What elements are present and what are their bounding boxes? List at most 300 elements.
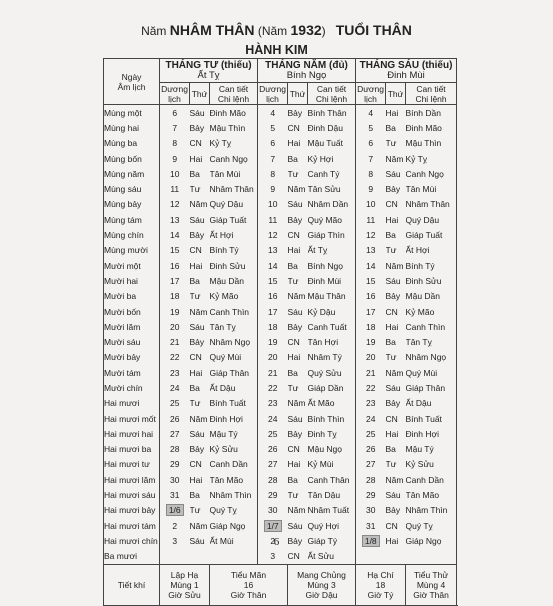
lunar-day-label: Mười ba [104, 289, 160, 304]
solar-date: 19 [366, 337, 376, 348]
solar-date: 14 [366, 260, 376, 271]
solar-date: 23 [366, 398, 376, 409]
canchi-day: Bính Dần [406, 105, 457, 121]
weekday: CN [288, 549, 308, 565]
solar-date: 18 [366, 321, 376, 332]
table-row [104, 442, 457, 457]
table-row [104, 549, 457, 565]
lunar-day-label: Mười bảy [104, 350, 160, 365]
table-row [104, 289, 457, 304]
solar-date: 21 [366, 367, 376, 378]
canchi-day: Nhâm Thân [210, 181, 258, 196]
canchi-day: Kỷ Sửu [406, 457, 457, 472]
weekday: Tư [385, 245, 397, 256]
lunar-day-label: Hai mươi lăm [104, 472, 160, 487]
canchi-day: Tân Tỵ [406, 334, 457, 349]
canchi-day: Canh Ngọ [406, 166, 457, 181]
weekday: Hai [385, 535, 399, 546]
canchi-day: Canh Thân [308, 472, 356, 487]
solar-date: 25 [170, 398, 180, 409]
table-row [104, 365, 457, 380]
solar-date [258, 518, 288, 533]
solar-date: 19 [268, 337, 278, 348]
solar-date: 20 [366, 352, 376, 363]
solar-date: 29 [268, 490, 278, 501]
canchi-day: Nhâm Dần [308, 197, 356, 212]
weekday: Năm [189, 199, 208, 210]
weekday: CN [287, 122, 300, 133]
canchi-day: Kỷ Sửu [210, 442, 258, 457]
weekday: Năm [189, 306, 208, 317]
lunar-day-label: Hai mươi ba [104, 442, 160, 457]
canchi-day: Nhâm Thìn [406, 503, 457, 518]
title-close-paren: ) [321, 24, 326, 38]
month-canchi: Bính Ngọ [286, 69, 327, 81]
table-row [104, 197, 457, 212]
weekday: Sáu [189, 107, 205, 118]
weekday: Tư [287, 490, 299, 501]
canchi-day: Tân Mùi [210, 166, 258, 181]
lunar-day-label: Mười sáu [104, 334, 160, 349]
solar-date: 10 [268, 199, 278, 210]
month-start-highlight: 1/7 [266, 520, 279, 531]
zodiac-label: TUỔI THÂN [335, 22, 412, 38]
solar-date: 12 [170, 199, 180, 210]
solar-date: 4 [368, 107, 374, 118]
weekday: Sáu [189, 214, 205, 225]
canchi-day: Canh Tuất [308, 319, 356, 334]
table-row [104, 319, 457, 334]
solar-date: 11 [268, 214, 278, 225]
solar-term-cell: Hạ Chí 18 Giờ Tý [356, 564, 406, 605]
canchi-day: Ất Mão [308, 396, 356, 411]
weekday: Năm [189, 413, 208, 424]
weekday: Hai [385, 428, 399, 439]
canchi-day: Giáp Thân [210, 365, 258, 380]
canchi-day: Kỷ Tỵ [406, 151, 457, 166]
month-name: THÁNG NĂM (đủ) [265, 59, 348, 71]
solar-date: 25 [366, 428, 376, 439]
canchi-day: Giáp Thân [406, 380, 457, 395]
solar-date: 4 [270, 107, 276, 118]
canchi-day: Bính Thân [308, 105, 356, 121]
solar-date: 22 [268, 382, 278, 393]
canchi-day: Bính Tý [210, 243, 258, 258]
solar-date: 16 [366, 291, 376, 302]
element-subtitle: HÀNH KIM [245, 43, 308, 57]
weekday: CN [385, 413, 398, 424]
solar-date: 2 [172, 520, 178, 531]
weekday: Ba [287, 367, 298, 378]
weekday: CN [287, 230, 300, 241]
solar-date: 7 [270, 153, 276, 164]
weekday: Sáu [287, 306, 303, 317]
canchi-day: Đinh Dậu [308, 120, 356, 135]
lunar-day-label: Mười hai [104, 273, 160, 288]
table-row [104, 472, 457, 487]
weekday: Sáu [385, 168, 401, 179]
canchi-day: Mậu Dần [210, 273, 258, 288]
title-prefix: Năm [141, 24, 170, 38]
solar-date: 5 [270, 122, 276, 133]
weekday: Tư [385, 459, 397, 470]
solar-date: 26 [366, 444, 376, 455]
canchi-day: Tân Hợi [308, 334, 356, 349]
weekday: CN [287, 337, 300, 348]
solar-date: 8 [368, 168, 374, 179]
weekday: Tư [287, 168, 299, 179]
solar-date: 14 [268, 260, 278, 271]
weekday [190, 549, 210, 565]
solar-date: 23 [268, 398, 278, 409]
solar-date [160, 503, 190, 518]
weekday: Ba [189, 168, 200, 179]
solar-date: 24 [170, 382, 180, 393]
canchi-day: Bính Thìn [308, 411, 356, 426]
weekday: Năm [385, 153, 404, 164]
weekday: CN [385, 306, 398, 317]
solar-date: 3 [258, 549, 288, 565]
weekday: Bảy [385, 505, 401, 516]
weekday: Tư [385, 138, 397, 149]
canchi-day: Mậu Tý [406, 442, 457, 457]
lunar-day-label: Mùng ba [104, 136, 160, 151]
weekday: Bảy [189, 337, 205, 348]
weekday: Bảy [189, 230, 205, 241]
canchi-day: Ất Dậu [210, 380, 258, 395]
weekday: CN [385, 520, 398, 531]
table-row [104, 136, 457, 151]
solar-date: 19 [170, 306, 180, 317]
weekday-header: Thứ [190, 83, 210, 105]
month-header [160, 59, 258, 83]
canchi-day: Tân Sửu [308, 181, 356, 196]
canchi-day: Giáp Ngọ [210, 518, 258, 533]
canchi-day: Quý Dậu [406, 212, 457, 227]
weekday: Sáu [287, 199, 303, 210]
solar-date: 10 [170, 168, 180, 179]
canchi-day: Kỷ Dậu [308, 304, 356, 319]
lunar-calendar-table [103, 58, 457, 606]
solar-date: 12 [268, 230, 278, 241]
solar-date: 20 [268, 352, 278, 363]
weekday: Năm [189, 520, 208, 531]
solar-date: 29 [170, 459, 180, 470]
table-row [104, 304, 457, 319]
weekday: Năm [385, 367, 404, 378]
weekday: Sáu [287, 413, 303, 424]
weekday: Hai [189, 153, 203, 164]
month-start-highlight: 1/6 [168, 505, 181, 516]
table-row [104, 457, 457, 472]
month-name: THÁNG TƯ (thiếu) [165, 59, 252, 71]
solar-date [160, 549, 190, 565]
canchi-day: Tân Tỵ [210, 319, 258, 334]
solar-date: 9 [172, 153, 178, 164]
solar-date: 20 [170, 321, 180, 332]
canchi-day: Bính Tuất [210, 396, 258, 411]
solar-date: 22 [170, 352, 180, 363]
canchi-day: Giáp Dần [308, 380, 356, 395]
canchi-day: Canh Dần [210, 457, 258, 472]
canchi-day: Mậu Tuất [308, 136, 356, 151]
canchi-day: Mậu Thìn [406, 136, 457, 151]
solar-date: 30 [170, 474, 180, 485]
canchi-day: Kỷ Mão [406, 304, 457, 319]
table-row [104, 166, 457, 181]
table-row [104, 151, 457, 166]
solar-date: 15 [268, 275, 278, 286]
weekday: CN [385, 199, 398, 210]
weekday: Tư [385, 352, 397, 363]
solar-date: 28 [268, 474, 278, 485]
lunar-day-label: Mùng bốn [104, 151, 160, 166]
solar-date: 7 [172, 122, 178, 133]
weekday: Ba [385, 337, 396, 348]
solar-date: 18 [170, 291, 180, 302]
canchi-day: Canh Thìn [210, 304, 258, 319]
solar-date: 30 [366, 505, 376, 516]
weekday: Tư [189, 291, 201, 302]
canchi-day: Quý Mùi [210, 350, 258, 365]
weekday: Bảy [385, 291, 401, 302]
weekday: Ba [385, 122, 396, 133]
solar-term-cell: Mang Chủng Mùng 3 Giờ Dậu [288, 564, 356, 605]
table-row [104, 273, 457, 288]
lunar-day-label: Hai mươi mốt [104, 411, 160, 426]
solar-date-header: Dương lịch [357, 83, 384, 104]
canchi-day: Giáp Tuất [406, 227, 457, 242]
solar-date: 16 [170, 260, 180, 271]
canchi-day: Bính Tý [406, 258, 457, 273]
lunar-day-label: Mười tám [104, 365, 160, 380]
canchi-day: Đinh Mão [406, 120, 457, 135]
lunar-day-label: Mùng năm [104, 166, 160, 181]
weekday: Năm [287, 184, 306, 195]
lunar-day-label: Hai mươi [104, 396, 160, 411]
lunar-day-label: Hai mươi tư [104, 457, 160, 472]
month-header [356, 59, 457, 83]
canchi-day: Quý Hợi [308, 518, 356, 533]
canchi-day: Nhâm Tuất [308, 503, 356, 518]
canchi-day: Bính Ngọ [308, 258, 356, 273]
solar-date: 14 [170, 230, 180, 241]
canchi-day: Mậu Ngọ [308, 442, 356, 457]
weekday: CN [189, 245, 202, 256]
weekday: Ba [189, 382, 200, 393]
canchi-day: Quý Tỵ [406, 518, 457, 533]
canchi-day: Giáp Thìn [308, 227, 356, 242]
solar-date: 17 [170, 275, 180, 286]
canchi-day: Mậu Tý [210, 426, 258, 441]
weekday: Bảy [385, 398, 401, 409]
canchi-day: Đinh Tỵ [308, 426, 356, 441]
weekday [386, 549, 406, 565]
weekday: CN [287, 444, 300, 455]
table-row [104, 334, 457, 349]
solar-date: 6 [270, 138, 276, 149]
canchi-day: Đinh Sửu [210, 258, 258, 273]
canchi-day: Đinh Mùi [308, 273, 356, 288]
canchi-day: Tân Mão [406, 487, 457, 502]
table-row [104, 181, 457, 196]
table-row [104, 487, 457, 502]
weekday: Ba [287, 260, 298, 271]
solar-date: 17 [366, 306, 376, 317]
weekday: Hai [385, 107, 399, 118]
solar-date-header: Dương lịch [161, 83, 188, 104]
canchi-header: Can tiết Chi lệnh [210, 83, 258, 105]
solar-terms-label: Tiết khí [104, 564, 160, 605]
lunar-day-label: Mùng mười [104, 243, 160, 258]
weekday: CN [189, 138, 202, 149]
solar-date: 18 [268, 321, 278, 332]
table-row [104, 227, 457, 242]
weekday: Sáu [385, 490, 401, 501]
solar-term-cell: Lập Hạ Mùng 1 Giờ Sửu [160, 564, 210, 605]
canchi-header: Can tiết Chi lệnh [406, 83, 457, 105]
solar-date: 27 [366, 459, 376, 470]
solar-date: 29 [366, 490, 376, 501]
weekday: Bảy [287, 535, 303, 546]
weekday: Hai [189, 367, 203, 378]
weekday: Năm [287, 291, 306, 302]
canchi-day [210, 549, 258, 565]
table-row [104, 243, 457, 258]
table-row [104, 503, 457, 518]
canchi-day: Canh Thìn [406, 319, 457, 334]
canchi-day: Nhâm Thân [406, 197, 457, 212]
lunar-day-label: Hai mươi bảy [104, 503, 160, 518]
canchi-day: Ất Dậu [406, 396, 457, 411]
month-canchi: Đinh Mùi [387, 69, 425, 81]
weekday: CN [189, 352, 202, 363]
table-row [104, 258, 457, 273]
lunar-day-label: Mười lăm [104, 319, 160, 334]
canchi-day: Canh Tý [308, 166, 356, 181]
table-row [104, 380, 457, 395]
solar-date [356, 549, 386, 565]
canchi-day: Ất Sửu [308, 549, 356, 565]
solar-date: 31 [366, 520, 376, 531]
canchi-day: Nhâm Ngọ [210, 334, 258, 349]
solar-date: 26 [170, 413, 180, 424]
weekday: Hai [287, 459, 301, 470]
weekday: Ba [385, 444, 396, 455]
solar-date: 13 [268, 245, 278, 256]
weekday: Hai [189, 474, 203, 485]
canchi-day: Canh Ngọ [210, 151, 258, 166]
solar-date: 12 [366, 230, 376, 241]
canchi-day: Quý Dậu [210, 197, 258, 212]
weekday: Bảy [287, 428, 303, 439]
page-number: 6 [273, 536, 280, 548]
weekday: Năm [287, 505, 306, 516]
lunar-day-label: Mùng hai [104, 120, 160, 135]
lunar-day-label: Mùng bảy [104, 197, 160, 212]
weekday: Ba [385, 230, 396, 241]
solar-date: 13 [366, 245, 376, 256]
solar-date: 31 [170, 490, 180, 501]
lunar-day-label: Mùng tám [104, 212, 160, 227]
canchi-day: Nhâm Ngọ [406, 350, 457, 365]
weekday: CN [189, 459, 202, 470]
lunar-day-label: Mười bốn [104, 304, 160, 319]
canchi-day: Kỷ Mão [210, 289, 258, 304]
solar-date: 17 [268, 306, 278, 317]
solar-date: 28 [170, 444, 180, 455]
weekday: Tư [287, 382, 299, 393]
canchi-day: Quý Mùi [406, 365, 457, 380]
solar-date: 15 [366, 275, 376, 286]
solar-date: 28 [366, 474, 376, 485]
canchi-day: Kỷ Hợi [308, 151, 356, 166]
solar-date: 27 [170, 428, 180, 439]
weekday: Năm [385, 260, 404, 271]
canchi-day: Tân Mùi [406, 181, 457, 196]
canchi-day: Tân Dậu [308, 487, 356, 502]
canchi-day: Ất Hợi [406, 243, 457, 258]
lunar-day-label: Mùng sáu [104, 181, 160, 196]
lunar-day-label: Mùng một [104, 105, 160, 121]
month-canchi: Ất Tỵ [197, 69, 220, 81]
weekday: Ba [287, 474, 298, 485]
weekday: Tư [287, 275, 299, 286]
solar-date: 8 [172, 138, 178, 149]
solar-date: 6 [368, 138, 374, 149]
canchi-day [406, 549, 457, 565]
canchi-day: Kỷ Tỵ [210, 136, 258, 151]
solar-date: 11 [170, 184, 180, 195]
solar-term-cell: Tiểu Mãn 16 Giờ Thân [210, 564, 288, 605]
canchi-day: Đinh Hợi [210, 411, 258, 426]
weekday: Tư [189, 505, 201, 516]
canchi-day: Đinh Hợi [406, 426, 457, 441]
solar-date: 23 [170, 367, 180, 378]
solar-date: 15 [170, 245, 180, 256]
table-row [104, 105, 457, 121]
canchi-day: Đinh Sửu [406, 273, 457, 288]
weekday: Hai [189, 260, 203, 271]
solar-terms-row [104, 564, 457, 605]
weekday-header: Thứ [386, 83, 406, 105]
table-row [104, 518, 457, 533]
table-row [104, 212, 457, 227]
lunar-day-label: Hai mươi chín [104, 533, 160, 548]
page-title [0, 22, 553, 38]
solar-date: 2 [270, 535, 276, 546]
weekday: Tư [189, 184, 201, 195]
lunar-day-label: Mười một [104, 258, 160, 273]
weekday: Sáu [189, 321, 205, 332]
weekday: Hai [287, 138, 301, 149]
canchi-day: Ất Hợi [210, 227, 258, 242]
weekday: Năm [287, 398, 306, 409]
solar-date: 16 [268, 291, 278, 302]
weekday: Ba [287, 153, 298, 164]
weekday: Bảy [287, 214, 303, 225]
solar-date: 6 [172, 107, 178, 118]
weekday: Sáu [385, 382, 401, 393]
weekday: Sáu [189, 535, 205, 546]
canchi-day: Mậu Thân [308, 289, 356, 304]
lunar-day-label: Hai mươi hai [104, 426, 160, 441]
month-name: THÁNG SÁU (thiếu) [359, 59, 453, 71]
canchi-header: Can tiết Chi lệnh [308, 83, 356, 105]
canchi-day: Giáp Tý [308, 533, 356, 548]
canchi-day: Ất Tỵ [308, 243, 356, 258]
weekday: Bảy [287, 321, 303, 332]
